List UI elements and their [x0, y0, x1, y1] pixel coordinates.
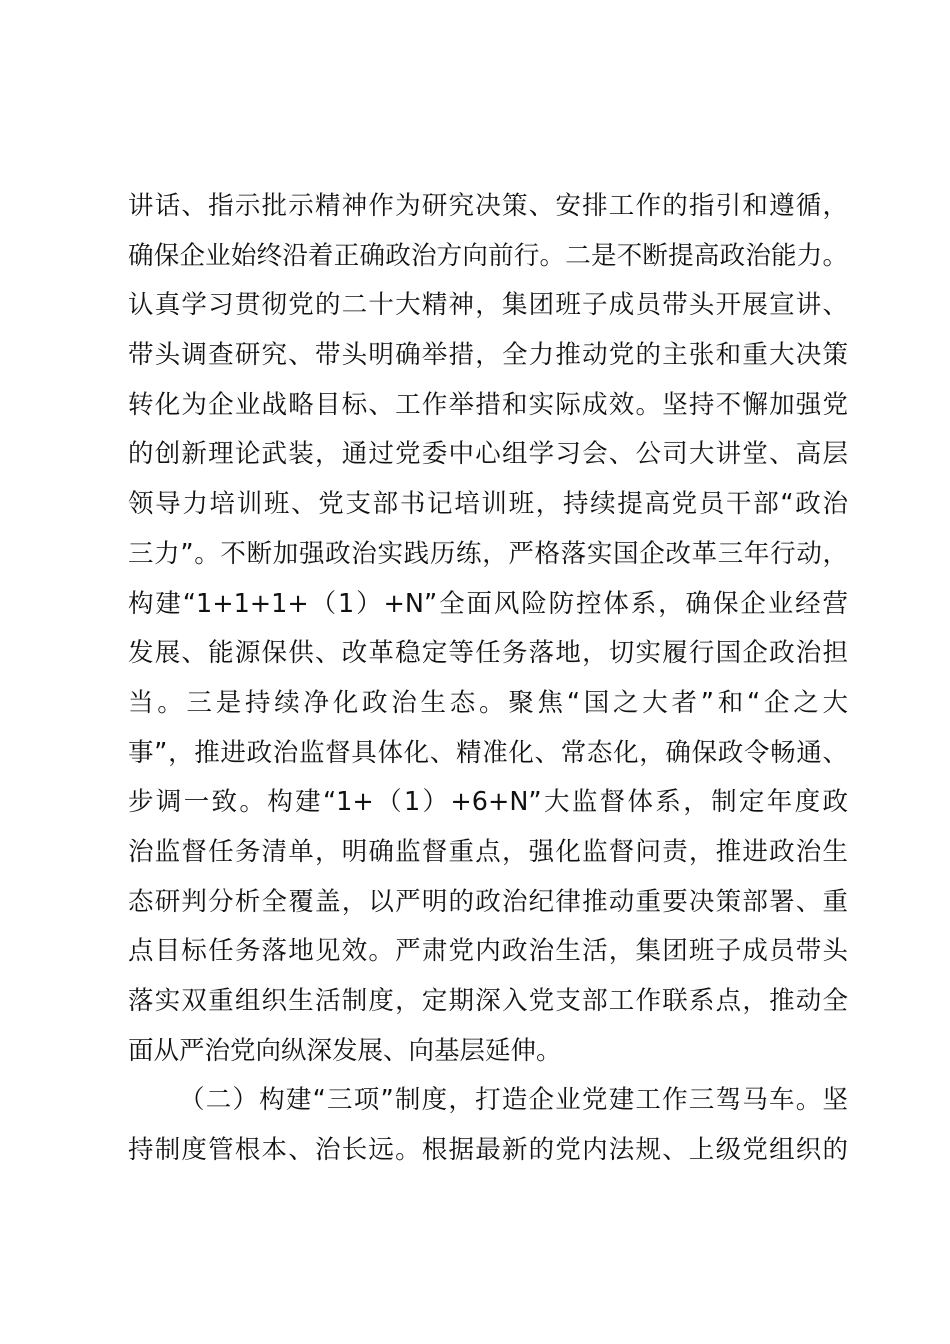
- text-line: 治监督任务清单，明确监督重点，强化监督问责，推进政治生: [128, 836, 848, 867]
- text-line: 态研判分析全覆盖，以严明的政治纪律推动重要决策部署、重: [128, 886, 848, 917]
- text-line: 讲话、指示批示精神作为研究决策、安排工作的指引和遵循，: [128, 191, 848, 221]
- text-line: 三力”。不断加强政治实践历练，严格落实国企改革三年行动，: [128, 538, 848, 569]
- text-line: 带头调查研究、带头明确举措，全力推动党的主张和重大决策: [128, 340, 848, 371]
- text-line: 确保企业始终沿着正确政治方向前行。二是不断提高政治能力。: [128, 240, 848, 271]
- text-line: 领导力培训班、党支部书记培训班，持续提高党员干部“政治: [128, 489, 848, 520]
- text-line: 当。三是持续净化政治生态。聚焦“国之大者”和“企之大: [128, 687, 848, 718]
- text-line: 事”，推进政治监督具体化、精准化、常态化，确保政令畅通、: [128, 737, 848, 768]
- text-line: 构建“1+1+1+（1）+N”全面风险防控体系，确保企业经营: [128, 588, 848, 619]
- text-line: 持制度管根本、治长远。根据最新的党内法规、上级党组织的: [128, 1135, 848, 1166]
- body-text: [128, 182, 848, 1176]
- text-line: 落实双重组织生活制度，定期深入党支部工作联系点，推动全: [128, 986, 848, 1016]
- section-heading-line: （二）构建“三项”制度，打造企业党建工作三驾马车。坚: [179, 1085, 848, 1116]
- text-line: 认真学习贯彻党的二十大精神，集团班子成员带头开展宣讲、: [128, 290, 848, 321]
- text-line: 发展、能源保供、改革稳定等任务落地，切实履行国企政治担: [128, 638, 848, 669]
- text-line: 的创新理论武装，通过党委中心组学习会、公司大讲堂、高层: [128, 439, 848, 470]
- text-line: 点目标任务落地见效。严肃党内政治生活，集团班子成员带头: [128, 936, 848, 967]
- text-line: 步调一致。构建“1+（1）+6+N”大监督体系，制定年度政: [128, 787, 848, 818]
- text-line: 面从严治党向纵深发展、向基层延伸。: [128, 1035, 562, 1066]
- text-line: 转化为企业战略目标、工作举措和实际成效。坚持不懈加强党: [128, 389, 848, 420]
